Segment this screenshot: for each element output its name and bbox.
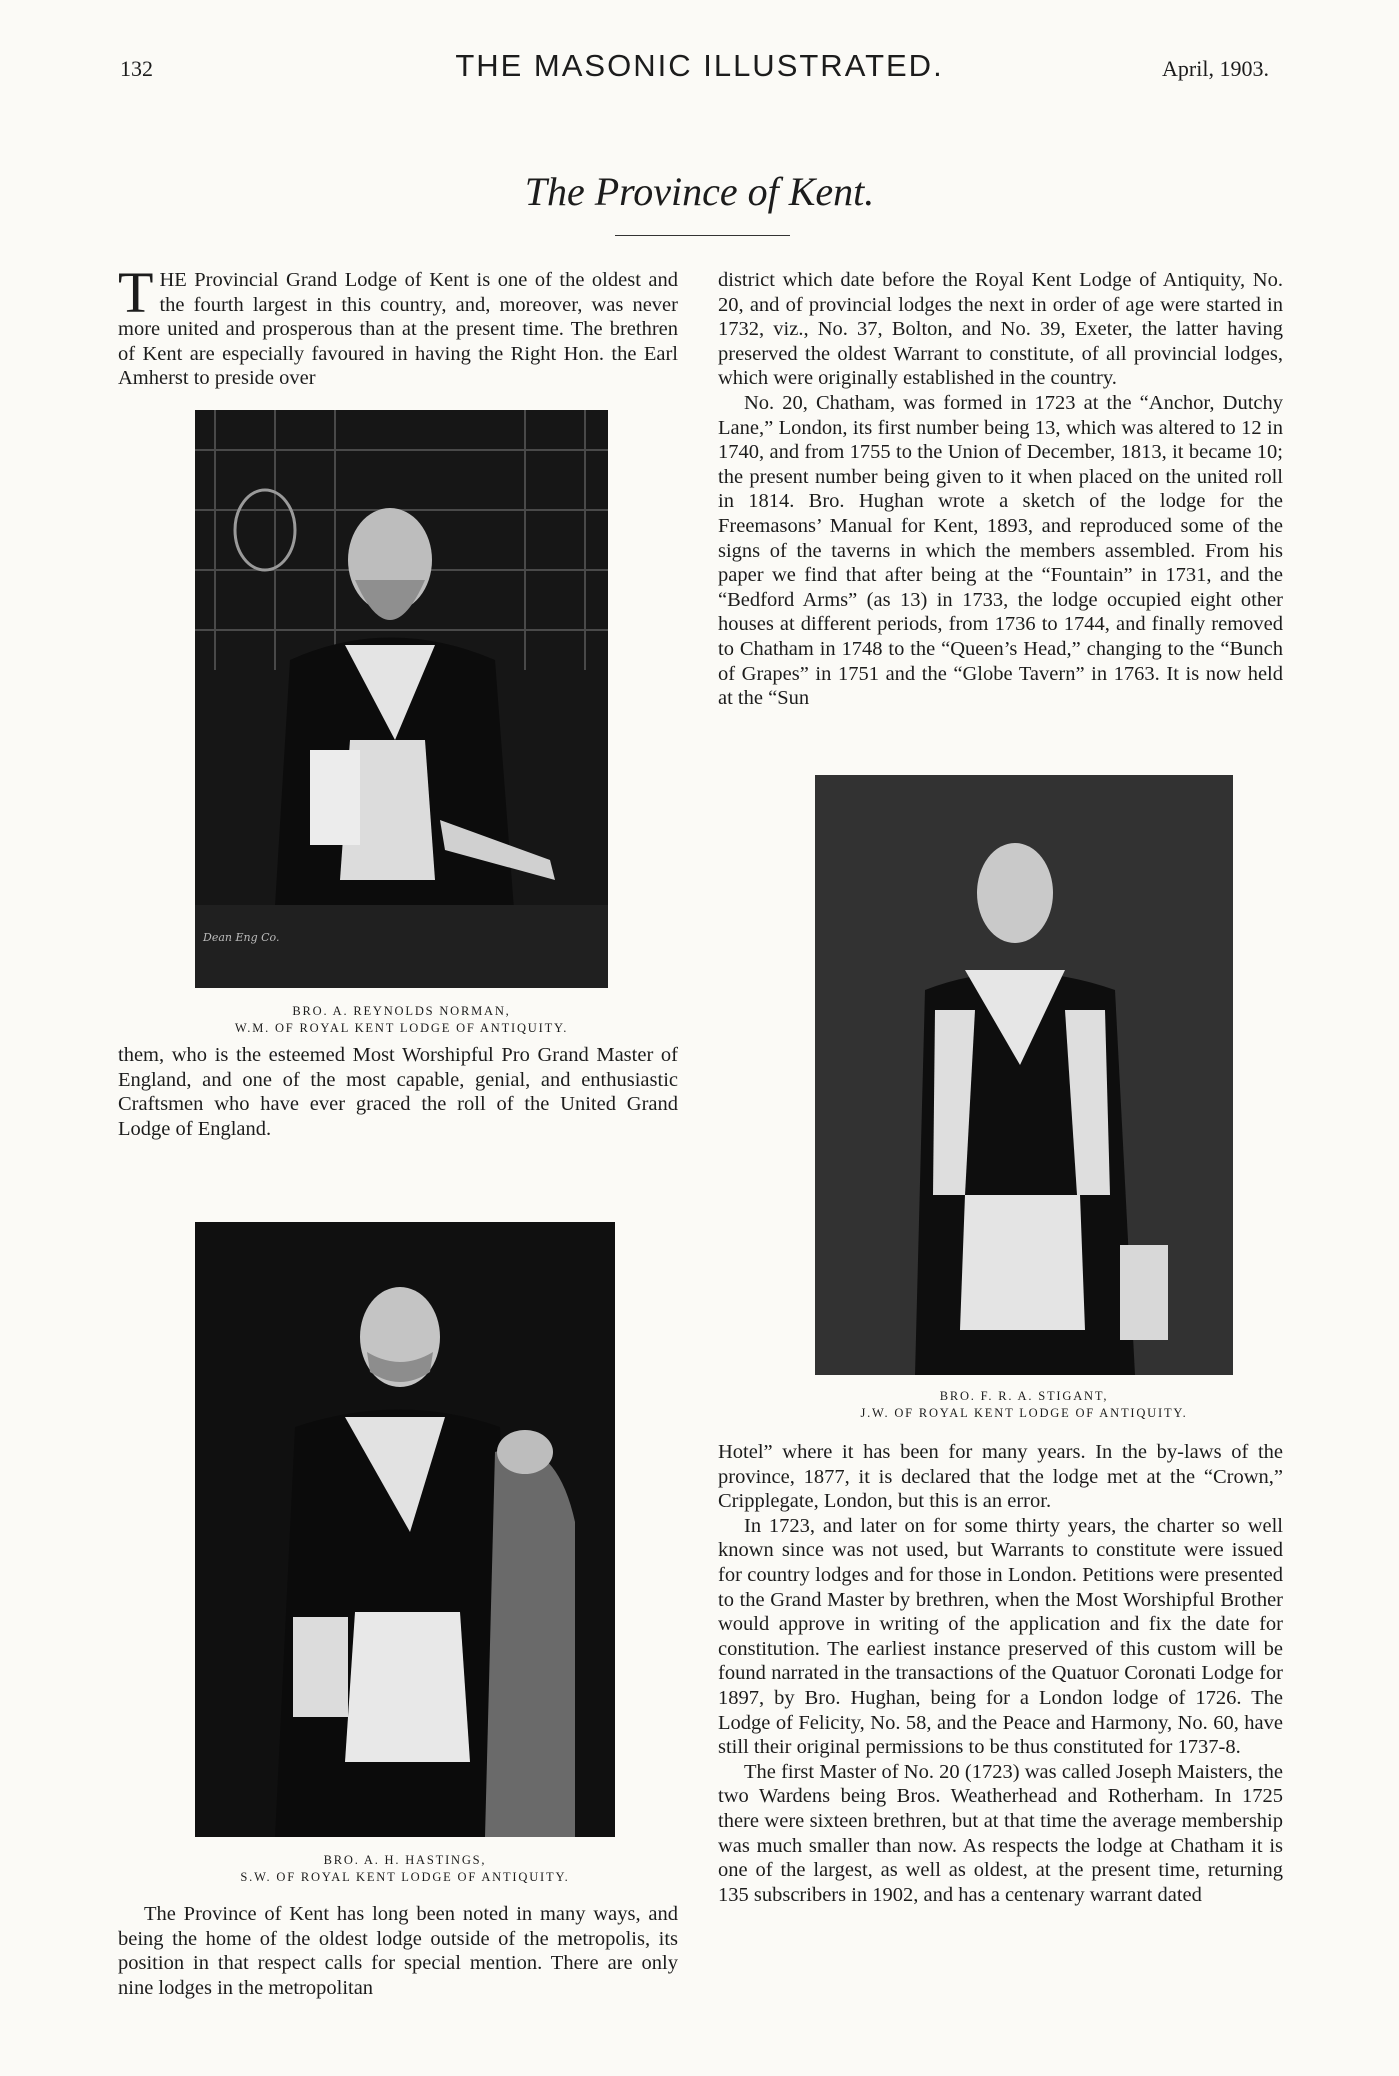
paragraph: HE Provincial Grand Lodge of Kent is one of the oldest and the fourth largest in this country, and, moreover, was never more united and prosperous than at the present time. The brethren of Kent are especially favoured in having the Right Hon. the Earl Amherst to preside over	[118, 269, 678, 390]
paragraph: No. 20, Chatham, was formed in 1723 at the “Anchor, Dutchy Lane,” London, its first number being 13, which was altered to 12 in 1740, and from 1755 to the Union of December, 1813, it became 10; the present number being given to it when placed on the united roll in 1814. Bro. Hughan wrote a sketch of the lodge for the Freemasons’ Manual for Kent, 1893, and reproduced some of the signs of the taverns in which the members assembled. From his paper we find that after being at the “Fountain” in 1731, and the “Bedford Arms” (as 13) in 1733, the lodge occupied eight other houses at different periods, from 1736 to 1744, and finally removed to Chatham in 1748 to the “Queen’s Head,” changing to the “Bunch of Grapes” in 1751 and the “Globe Tavern” in 1763. It is now held at the “Sun	[718, 391, 1283, 710]
left-column-bottom	[118, 1902, 678, 2000]
paragraph: The Province of Kent has long been noted in many ways, and being the home of the oldest lodge outside of the metropolis, its position in that respect calls for special mention. There are only nine lodges in the metropolitan	[118, 1903, 678, 1999]
paragraph: them, who is the esteemed Most Worshipful Pro Grand Master of England, and one of the most capable, genial, and enthusiastic Craftsmen who have ever graced the roll of the United Grand Lodge of England.	[118, 1044, 678, 1140]
right-column-bottom	[718, 1440, 1283, 1907]
issue-date: April, 1903.	[1162, 56, 1269, 81]
portrait-stigant-figure	[815, 775, 1233, 1375]
title-rule	[615, 235, 790, 236]
right-column-top	[718, 268, 1283, 711]
drop-cap: T	[118, 260, 154, 325]
left-column-intro	[118, 260, 678, 391]
page-number: 132	[120, 56, 153, 81]
caption-line: W.M. OF ROYAL KENT LODGE OF ANTIQUITY.	[234, 1021, 569, 1035]
paragraph: In 1723, and later on for some thirty years, the charter so well known since was not used, but Warrants to constitute were issued for country lodges and for those in London. Petitions were presented to the Grand Master by brethren, when the Most Worshipful Brother would approve in writing of the application and fix the date for constitution. The earliest instance preserved of this custom will be found narrated in the transactions of the Quatuor Coronati Lodge for 1897, by Bro. Hughan, being for a London lodge of 1726. The Lodge of Felicity, No. 58, and the Peace and Harmony, No. 60, have still their original permissions to be thus constituted for 1737-8.	[718, 1514, 1283, 1759]
paragraph: district which date before the Royal Kent Lodge of Antiquity, No. 20, and of provincial lodges the next in order of age were started in 1732, viz., No. 37, Bolton, and No. 39, Exeter, the latter having preserved the oldest Warrant to constitute, of all provincial lodges, which were originally established in the country.	[718, 269, 1283, 390]
masthead: THE MASONIC ILLUSTRATED.	[455, 48, 944, 83]
engraver-credit: Dean Eng Co.	[203, 931, 280, 944]
portrait-photo-stigant	[815, 775, 1233, 1375]
caption-line: BRO. A. H. HASTINGS,	[323, 1853, 487, 1867]
article-title: The Province of Kent.	[524, 169, 875, 214]
caption-norman	[195, 1003, 608, 1037]
caption-line: BRO. F. R. A. STIGANT,	[939, 1389, 1109, 1403]
caption-stigant	[815, 1388, 1233, 1422]
left-column-middle	[118, 1043, 678, 1141]
running-header	[0, 48, 1399, 88]
portrait-photo-norman	[195, 410, 608, 988]
caption-line: S.W. OF ROYAL KENT LODGE OF ANTIQUITY.	[240, 1870, 570, 1884]
portrait-hastings-figure	[195, 1222, 615, 1837]
caption-line: BRO. A. REYNOLDS NORMAN,	[292, 1004, 511, 1018]
portrait-photo-hastings	[195, 1222, 615, 1837]
caption-line: J.W. OF ROYAL KENT LODGE OF ANTIQUITY.	[860, 1406, 1188, 1420]
portrait-norman-figure	[195, 410, 608, 988]
paragraph: The first Master of No. 20 (1723) was called Joseph Maisters, the two Wardens being Bros. Weatherhead and Rotherham. In 1725 there were sixteen brethren, but at that time the average membership was much smaller than now. As respects the lodge at Chatham it is one of the largest, as well as oldest, at the present time, returning 135 subscribers in 1902, and has a centenary warrant dated	[718, 1760, 1283, 1906]
caption-hastings	[195, 1852, 615, 1886]
paragraph: Hotel” where it has been for many years. In the by-laws of the province, 1877, it is declared that the lodge met at the “Crown,” Cripplegate, London, but this is an error.	[718, 1441, 1283, 1513]
